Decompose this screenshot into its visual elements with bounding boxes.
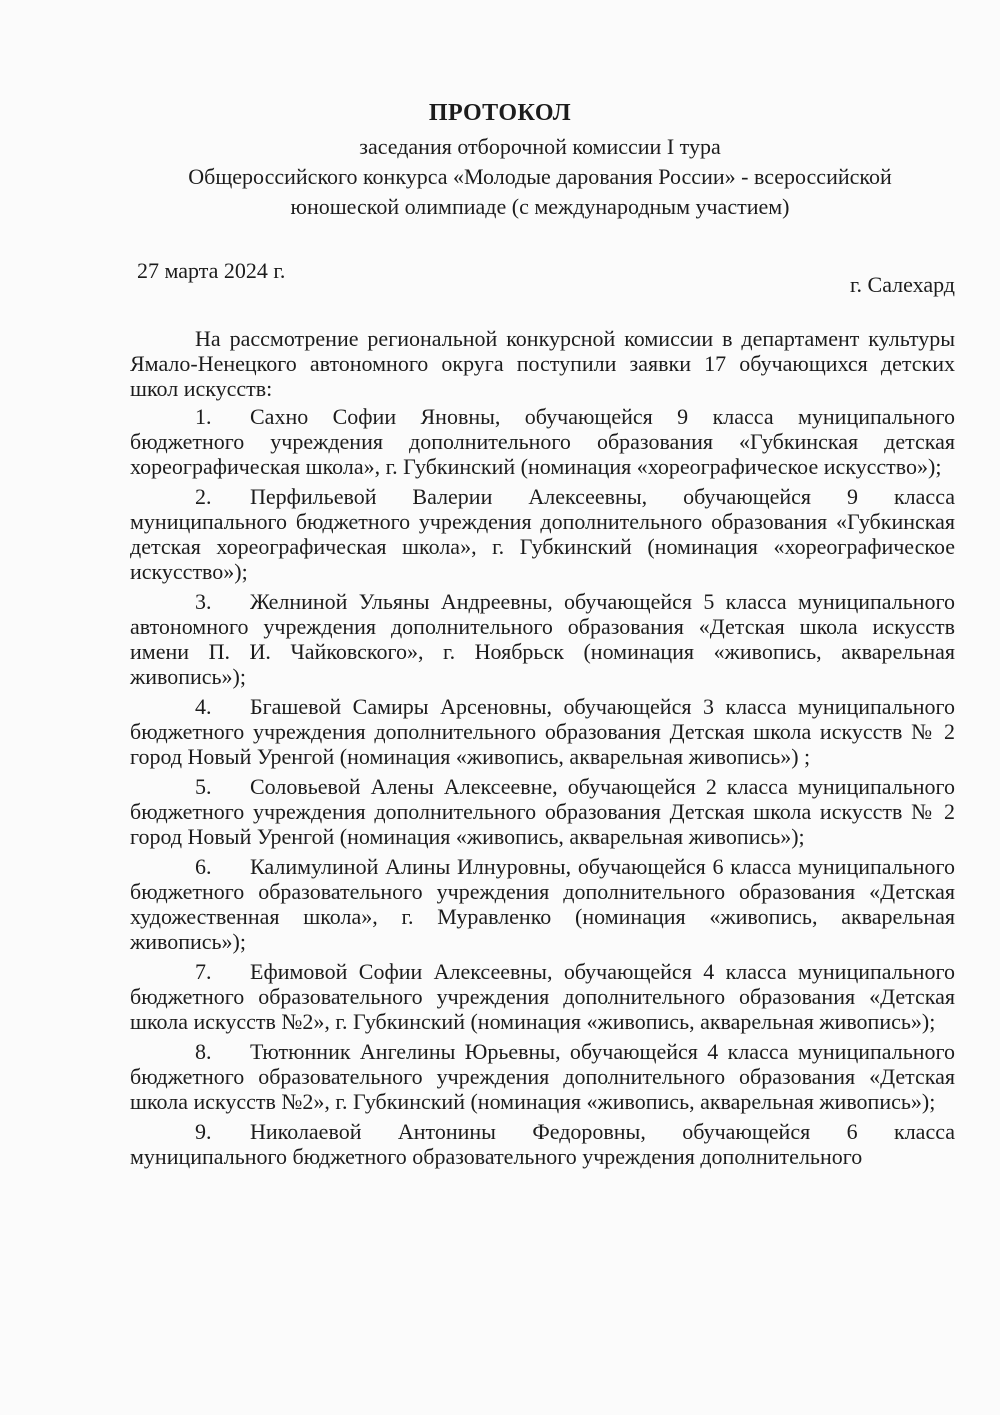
document-subtitle xyxy=(160,132,920,222)
item-number: 1. xyxy=(195,404,212,429)
document-date: 27 марта 2024 г. xyxy=(137,258,286,283)
item-text: Желниной Ульяны Андреевны, обучающейся 5 класса муниципального автономного учреждения дополнительного образования «Детская школа искусств имени П. И. Чайковского», г. Ноябрьск (номинация «живопись, акварельная живопись»); xyxy=(130,589,955,689)
subtitle-line: заседания отборочной комиссии I тура xyxy=(359,134,721,159)
document-city: г. Салехард xyxy=(849,272,955,297)
item-text: Соловьевой Алены Алексеевне, обучающейся 2 класса муниципального бюджетного учреждения дополнительного образования Детская школа искусств № 2 город Новый Уренгой (номинация «живопись, акварельная живопись»); xyxy=(130,774,955,849)
subtitle-line: юношеской олимпиаде (с международным участием) xyxy=(290,194,790,219)
list-item xyxy=(130,694,955,769)
item-number: 4. xyxy=(195,694,212,719)
item-number: 6. xyxy=(195,854,212,879)
document-title: ПРОТОКОЛ xyxy=(428,100,572,126)
item-text: Калимулиной Алины Илнуровны, обучающейся 6 класса муниципального бюджетного образовательного учреждения дополнительного образования «Детская художественная школа», г. Муравленко (номинация «живопись, акварельная живопись»); xyxy=(130,854,955,954)
item-text: Николаевой Антонины Федоровны, обучающейся 6 класса муниципального бюджетного образовательного учреждения дополнительного xyxy=(130,1119,955,1169)
item-text: Перфильевой Валерии Алексеевны, обучающейся 9 класса муниципального бюджетного учреждения дополнительного образования «Губкинская детская хореографическая школа», г. Губкинский (номинация «хореографическое искусство»); xyxy=(130,484,955,584)
list-item xyxy=(130,484,955,584)
item-text: Бгашевой Самиры Арсеновны, обучающейся 3 класса муниципального бюджетного учреждения дополнительного образования Детская школа искусств № 2 город Новый Уренгой (номинация «живопись, акварельная живопись») ; xyxy=(130,694,955,769)
item-number: 5. xyxy=(195,774,212,799)
list-item xyxy=(130,404,955,479)
item-number: 9. xyxy=(195,1119,212,1144)
subtitle-line: Общероссийского конкурса «Молодые дарования России» - всероссийской xyxy=(188,164,892,189)
list-item xyxy=(130,1039,955,1114)
item-text: Сахно Софии Яновны, обучающейся 9 класса муниципального бюджетного учреждения дополнительного образования «Губкинская детская хореографическая школа», г. Губкинский (номинация «хореографическое искусство»); xyxy=(130,404,955,479)
list-item xyxy=(130,1119,955,1169)
document-body xyxy=(130,326,955,1174)
item-number: 2. xyxy=(195,484,212,509)
list-item xyxy=(130,959,955,1034)
item-number: 3. xyxy=(195,589,212,614)
list-item xyxy=(130,774,955,849)
list-item xyxy=(130,589,955,689)
list-item xyxy=(130,854,955,954)
item-number: 7. xyxy=(195,959,212,984)
item-text: Ефимовой Софии Алексеевны, обучающейся 4 класса муниципального бюджетного образовательного учреждения дополнительного образования «Детская школа искусств №2», г. Губкинский (номинация «живопись, акварельная живопись»); xyxy=(130,959,955,1034)
intro-paragraph: На рассмотрение региональной конкурсной комиссии в департамент культуры Ямало-Ненецкого автономного округа поступили заявки 17 обучающихся детских школ искусств: xyxy=(130,326,955,401)
item-text: Тютюнник Ангелины Юрьевны, обучающейся 4 класса муниципального бюджетного образовательного учреждения дополнительного образования «Детская школа искусств №2», г. Губкинский (номинация «живопись, акварельная живопись»); xyxy=(130,1039,955,1114)
item-number: 8. xyxy=(195,1039,212,1064)
